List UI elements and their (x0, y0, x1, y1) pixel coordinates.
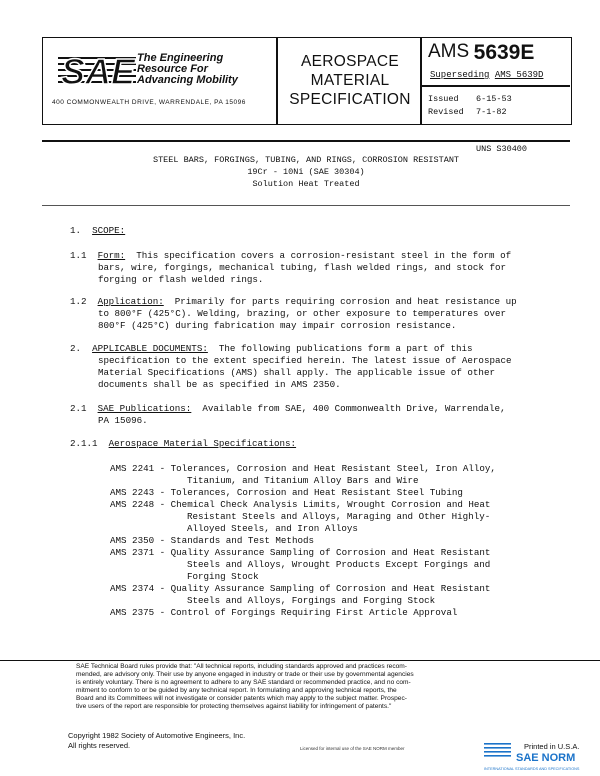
uns-number: UNS S30400 (476, 144, 528, 154)
list-item: AMS 2243 - Tolerances, Corrosion and Heat Resistant Steel Tubing (110, 487, 463, 498)
list-item: AMS 2241 - Tolerances, Corrosion and Heat Resistant Steel, Iron Alloy, (110, 463, 496, 474)
section-1-2: 1.2 Application: Primarily for parts requiring corrosion and heat resistance up (70, 296, 517, 307)
list-item-cont: Steels and Alloys, Wrought Products Except Forgings and (187, 559, 491, 570)
section-2-line: specification to the extent specified herein. The latest issue of Aerospace (98, 355, 512, 366)
license-note: Licensed for internal use of the SAE NORM member (300, 746, 405, 751)
header-divider (420, 37, 422, 124)
copyright: Copyright 1982 Society of Automotive Engineers, Inc. All rights reserved. (68, 731, 246, 750)
section-1: 1. SCOPE: (70, 225, 126, 236)
list-item: AMS 2350 - Standards and Test Methods (110, 535, 315, 546)
section-1-1-line: forging or flash welded rings. (98, 274, 264, 285)
sae-address: 400 COMMONWEALTH DRIVE, WARRENDALE, PA 15096 (52, 99, 246, 106)
issue-dates: Issued 6-15-53 Revised 7-1-82 (428, 94, 512, 117)
footer-rule (0, 660, 600, 661)
header-divider (420, 85, 570, 87)
sae-norm-brand: SAE NORM (516, 752, 576, 764)
spec-title: STEEL BARS, FORGINGS, TUBING, AND RINGS, CORROSION RESISTANT 19Cr - 10Ni (SAE 30304) Solution Heat Treated (152, 155, 460, 189)
section-2-line: Material Specifications (AMS) shall apply. The applicable issue of other (98, 367, 495, 378)
title-rule-top (42, 140, 570, 142)
sae-norm-subtitle: INTERNATIONAL STANDARDS AND SPECIFICATIONS (484, 767, 580, 771)
section-1-2-line: to 800°F (425°C). Welding, brazing, or other exposure to temperatures over (98, 308, 506, 319)
header-divider (276, 37, 278, 124)
section-2: 2. APPLICABLE DOCUMENTS: The following publications form a part of this (70, 343, 473, 354)
section-1-2-line: 800°F (425°C) during fabrication may impair corrosion resistance. (98, 320, 457, 331)
section-1-1-line: bars, wire, forgings, mechanical tubing, flash welded rings, and stock for (98, 262, 506, 273)
section-2-1-line: PA 15096. (98, 415, 148, 426)
title-rule-bottom (42, 205, 570, 206)
sae-norm-logo-icon (484, 740, 512, 760)
section-2-line: documents shall be as specified in AMS 2350. (98, 379, 341, 390)
list-item-cont: Resistant Steels and Alloys, Maraging and Other Highly- (187, 511, 491, 522)
list-item-cont: Steels and Alloys, Forgings and Forging Stock (187, 595, 436, 606)
list-item: AMS 2371 - Quality Assurance Sampling of Corrosion and Heat Resistant (110, 547, 491, 558)
sae-tagline: The Engineering Resource For Advancing Mobility (137, 52, 238, 86)
list-item-cont: Alloyed Steels, and Iron Alloys (187, 523, 358, 534)
list-item: AMS 2248 - Chemical Check Analysis Limits, Wrought Corrosion and Heat (110, 499, 491, 510)
section-2-1-1: 2.1.1 Aerospace Material Specifications: (70, 438, 297, 449)
ams-number: AMS 5639E (428, 41, 535, 64)
superseding-note: Superseding AMS 5639D (430, 70, 544, 80)
document-type: AEROSPACE MATERIAL SPECIFICATION (289, 53, 411, 108)
sae-logo-text: SAE (60, 51, 136, 91)
list-item-cont: Titanium, and Titanium Alloy Bars and Wire (187, 475, 419, 486)
list-item-cont: Forging Stock (187, 571, 259, 582)
printed-note: Printed in U.S.A. (524, 742, 580, 751)
list-item: AMS 2375 - Control of Forgings Requiring First Article Approval (110, 607, 458, 618)
technical-board-notice: SAE Technical Board rules provide that: "All technical reports, including standards approved and practices recom- mended, are advisory only. Their use by anyone engaged in industry or trade or their use by governmental agencies is entirely voluntary. There is no agreement to adhere to any SAE standard or recommended practice, and no com- mitment to conform to or be guided by any technical report. In formulating and approving technical reports, the Board and its Committees will not investigate or consider patents which may apply to the subject matter. Prospec- tive users of the report are responsible for protecting themselves against liability for infringement of patents." (76, 663, 414, 710)
list-item: AMS 2374 - Quality Assurance Sampling of Corrosion and Heat Resistant (110, 583, 491, 594)
sae-logo (58, 49, 138, 91)
section-2-1: 2.1 SAE Publications: Available from SAE, 400 Commonwealth Drive, Warrendale, (70, 403, 506, 414)
section-1-1: 1.1 Form: This specification covers a corrosion-resistant steel in the form of (70, 250, 512, 261)
